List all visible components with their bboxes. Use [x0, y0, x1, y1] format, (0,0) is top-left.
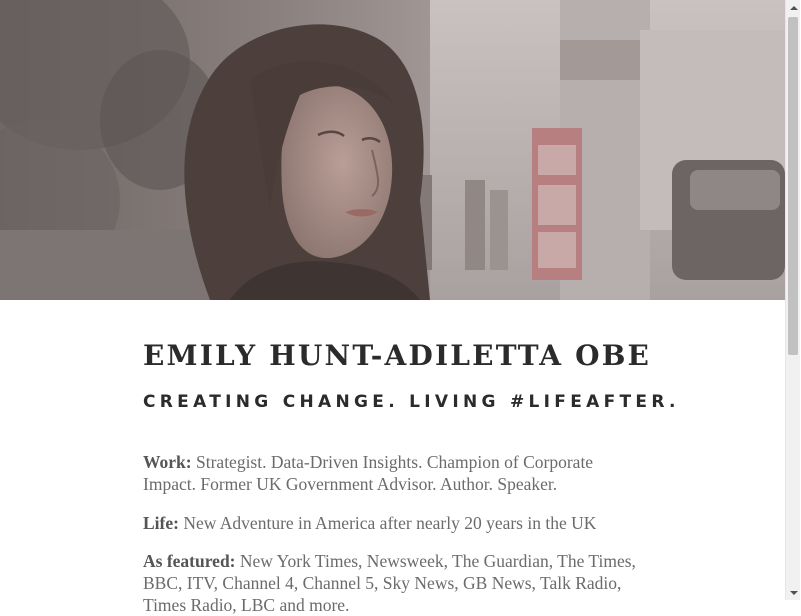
work-paragraph	[143, 451, 643, 495]
profile-content	[143, 336, 680, 616]
vertical-scrollbar[interactable]	[785, 0, 800, 600]
hero-portrait-image	[0, 0, 785, 300]
profile-tagline: CREATING CHANGE. LIVING #LIFEAFTER.	[143, 392, 680, 412]
work-text: Strategist. Data-Driven Insights. Champion of Corporate Impact. Former UK Government Advisor. Author. Speaker.	[143, 452, 594, 494]
scroll-down-arrow-icon[interactable]	[786, 585, 801, 600]
work-label: Work:	[143, 452, 192, 472]
featured-paragraph	[143, 550, 643, 616]
life-label: Life:	[143, 513, 179, 533]
scrollbar-thumb[interactable]	[788, 17, 798, 355]
scroll-up-arrow-icon[interactable]	[786, 0, 801, 15]
featured-label: As featured:	[143, 551, 236, 571]
profile-name: EMILY HUNT-ADILETTA OBE	[143, 339, 652, 372]
life-paragraph	[143, 512, 643, 534]
featured-text: New York Times, Newsweek, The Guardian, The Times, BBC, ITV, Channel 4, Channel 5, Sky News, GB News, Talk Radio, Times Radio, LBC and more.	[143, 551, 636, 615]
life-text: New Adventure in America after nearly 20 years in the UK	[178, 513, 597, 533]
